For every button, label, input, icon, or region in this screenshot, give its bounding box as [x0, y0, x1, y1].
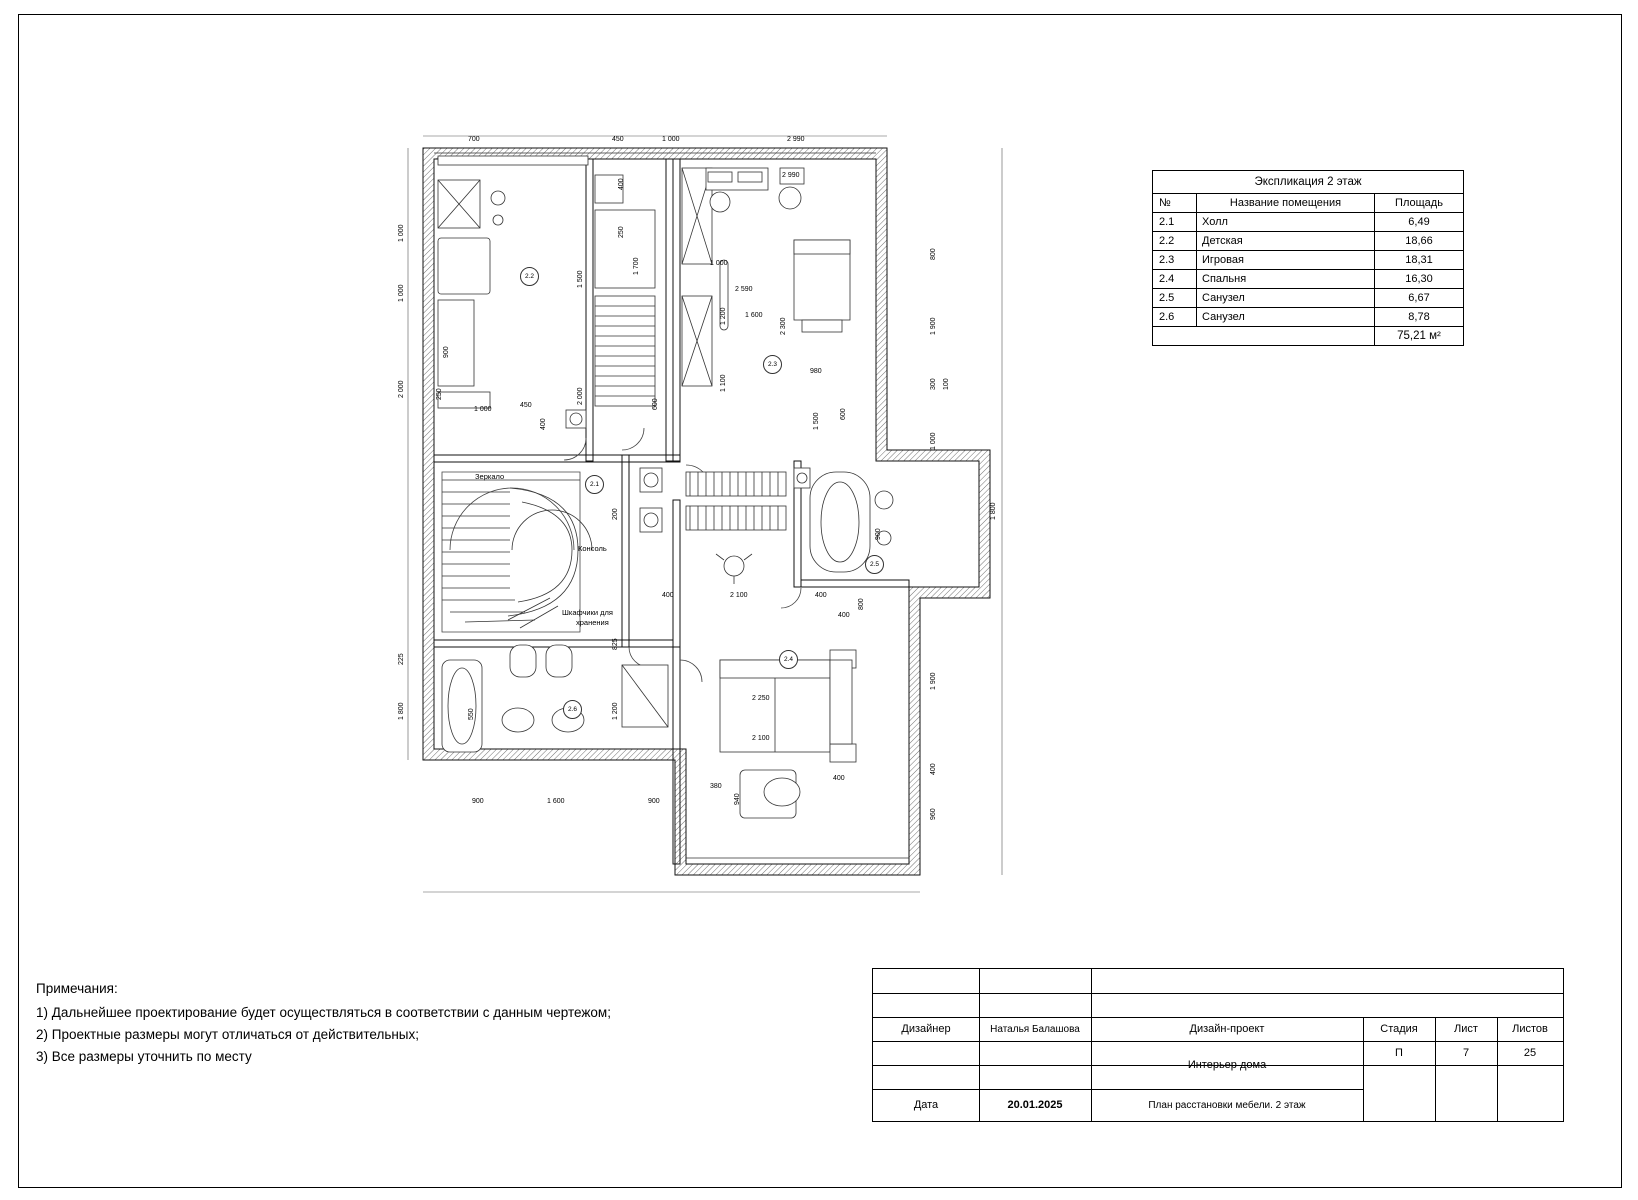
- dim-in-1000b: 1 000: [710, 260, 728, 267]
- label-storage-1: Шкафчики для: [562, 608, 613, 617]
- row-name: Холл: [1197, 213, 1375, 232]
- dim-in-400f: 400: [833, 775, 845, 782]
- note-item-3: 3) Все размеры уточнить по месту: [36, 1049, 252, 1064]
- stamp-drawing-label: План расстановки мебели. 2 этаж: [1148, 1099, 1306, 1111]
- row-num: 2.3: [1153, 251, 1197, 270]
- room-marker-2-2: 2.2: [520, 267, 539, 286]
- explication-total: 75,21 м²: [1375, 327, 1464, 346]
- dim-in-2000: 2 000: [577, 387, 584, 405]
- dim-right-960: 960: [930, 808, 937, 820]
- dim-bottom-900: 900: [648, 798, 660, 805]
- stamp-sheets-label: Листов: [1512, 1022, 1548, 1035]
- notes-header: Примечания:: [36, 981, 118, 996]
- dim-in-200: 200: [612, 508, 619, 520]
- dim-left-250: 250: [436, 388, 443, 400]
- dim-bottom-900: 900: [472, 798, 484, 805]
- notes-block: [36, 978, 716, 1068]
- dim-in-2100: 2 100: [730, 592, 748, 599]
- dim-right-300: 300: [930, 378, 937, 390]
- plan-vector-layer: [390, 120, 1090, 910]
- explication-header-name: Название помещения: [1197, 194, 1375, 213]
- room-marker-2-5: 2.5: [865, 555, 884, 574]
- floor-plan: [390, 120, 1090, 910]
- stamp-date-value: 20.01.2025: [1007, 1098, 1063, 1111]
- dim-in-1200: 1 200: [720, 307, 727, 325]
- dim-bottom-1600: 1 600: [547, 798, 565, 805]
- dim-left-1800: 1 800: [398, 702, 405, 720]
- dim-right-800: 800: [930, 248, 937, 260]
- dim-in-900: 900: [875, 528, 882, 540]
- dim-right-1000: 1 000: [930, 432, 937, 450]
- dim-in-2100b: 2 100: [752, 735, 770, 742]
- label-console: Консоль: [578, 544, 607, 553]
- dim-left-1000-a: 1 000: [398, 224, 405, 242]
- title-block: [872, 968, 1564, 1122]
- dim-in-400b: 400: [540, 418, 547, 430]
- explication-header-num: №: [1153, 194, 1197, 213]
- dim-right-1900b: 1 900: [930, 672, 937, 690]
- stamp-sheet-label: Лист: [1454, 1022, 1478, 1035]
- dim-right-100: 100: [943, 378, 950, 390]
- stamp-sheets-value: 25: [1523, 1046, 1537, 1059]
- room-marker-2-4: 2.4: [779, 650, 798, 669]
- note-item-1: 1) Дальнейшее проектирование будет осуществляться в соответствии с данным чертежом;: [36, 1005, 611, 1020]
- dim-bottom-380: 380: [710, 783, 722, 790]
- row-num: 2.2: [1153, 232, 1197, 251]
- row-area: 6,67: [1375, 289, 1464, 308]
- label-storage-2: хранения: [576, 618, 609, 627]
- dim-in-980: 980: [810, 368, 822, 375]
- row-name: Детская: [1197, 232, 1375, 251]
- stamp-stage-value: П: [1395, 1046, 1403, 1059]
- dim-in-2990: 2 990: [782, 172, 800, 179]
- dim-left-225: 225: [398, 653, 405, 665]
- dim-right-400: 400: [930, 763, 937, 775]
- row-area: 6,49: [1375, 213, 1464, 232]
- dim-left-2000: 2 000: [398, 380, 405, 398]
- row-area: 18,31: [1375, 251, 1464, 270]
- dim-in-1000: 1 000: [474, 406, 492, 413]
- dim-in-600b: 600: [652, 398, 659, 410]
- row-area: 16,30: [1375, 270, 1464, 289]
- dim-top-1000: 1 000: [662, 136, 680, 143]
- dim-in-400c: 400: [662, 592, 674, 599]
- dim-in-400e: 400: [838, 612, 850, 619]
- dim-in-550: 550: [468, 708, 475, 720]
- dim-in-1600: 1 600: [745, 312, 763, 319]
- row-num: 2.6: [1153, 308, 1197, 327]
- dim-in-1700: 1 700: [633, 257, 640, 275]
- row-num: 2.4: [1153, 270, 1197, 289]
- row-name: Спальня: [1197, 270, 1375, 289]
- dim-top-700: 700: [468, 136, 480, 143]
- dim-in-400: 400: [618, 178, 625, 190]
- room-marker-2-3: 2.3: [763, 355, 782, 374]
- dim-in-1100: 1 100: [720, 374, 727, 392]
- dim-in-400d: 400: [815, 592, 827, 599]
- table-row: [1153, 308, 1464, 327]
- row-name: Санузел: [1197, 289, 1375, 308]
- dim-top-2990: 2 990: [787, 136, 805, 143]
- explication-header-area: Площадь: [1375, 194, 1464, 213]
- explication-title: Экспликация 2 этаж: [1153, 171, 1464, 194]
- table-row: [1153, 232, 1464, 251]
- dim-in-250: 250: [618, 226, 625, 238]
- row-num: 2.5: [1153, 289, 1197, 308]
- dim-in-600: 600: [840, 408, 847, 420]
- table-row: [1153, 213, 1464, 232]
- dim-right-1900: 1 900: [930, 317, 937, 335]
- dim-in-900b: 900: [443, 346, 450, 358]
- stamp-designer-name: Наталья Балашова: [990, 1023, 1080, 1035]
- dim-in-825: 825: [612, 638, 619, 650]
- row-area: 8,78: [1375, 308, 1464, 327]
- dim-top-450: 450: [612, 136, 624, 143]
- dim-in-450: 450: [520, 402, 532, 409]
- stamp-project-label: Дизайн-проект: [1189, 1022, 1265, 1035]
- table-row: [1153, 270, 1464, 289]
- room-marker-2-6: 2.6: [563, 700, 582, 719]
- room-marker-2-1: 2.1: [585, 475, 604, 494]
- dim-right-1800: 1 800: [990, 502, 997, 520]
- stamp-stage-label: Стадия: [1380, 1022, 1418, 1035]
- row-name: Игровая: [1197, 251, 1375, 270]
- row-name: Санузел: [1197, 308, 1375, 327]
- dim-in-800: 800: [858, 598, 865, 610]
- stamp-object-label: Интерьер дома: [1187, 1058, 1267, 1071]
- stamp-sheet-value: 7: [1462, 1046, 1470, 1059]
- stamp-designer-label: Дизайнер: [901, 1022, 951, 1035]
- row-num: 2.1: [1153, 213, 1197, 232]
- dim-in-1500: 1 500: [577, 270, 584, 288]
- dim-in-1500b: 1 500: [813, 412, 820, 430]
- dim-in-2300: 2 300: [780, 317, 787, 335]
- table-row: [1153, 289, 1464, 308]
- dim-in-1200b: 1 200: [612, 702, 619, 720]
- dim-in-2250: 2 250: [752, 695, 770, 702]
- note-item-2: 2) Проектные размеры могут отличаться от действительных;: [36, 1027, 420, 1042]
- dim-left-1000-b: 1 000: [398, 284, 405, 302]
- stamp-date-label: Дата: [913, 1098, 939, 1111]
- label-mirror: Зеркало: [475, 472, 505, 481]
- table-row: [1153, 251, 1464, 270]
- dim-in-2590: 2 590: [735, 286, 753, 293]
- explication-table: [1152, 170, 1464, 346]
- dim-bottom-940: 940: [734, 793, 741, 805]
- row-area: 18,66: [1375, 232, 1464, 251]
